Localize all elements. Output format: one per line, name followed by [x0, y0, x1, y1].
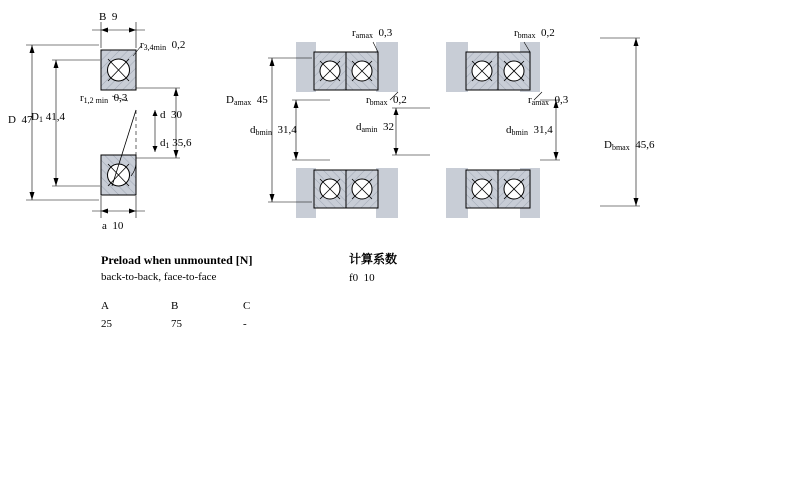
preload-column-a: A [101, 300, 109, 312]
label-diameter-d1: $d_1$ 35,6 [160, 137, 192, 150]
preload-subtitle: back-to-back, face-to-face [101, 271, 217, 283]
right-mounting-view [268, 38, 640, 218]
label-r-b-max-right: $r_{bmax}$ 0,2 [514, 27, 555, 40]
factor-value-row [349, 271, 375, 286]
label-d-b-min-left: $d_{bmin}$ 31,4 [250, 124, 297, 137]
label-diameter-D1: $D_1$ 41,4 [31, 111, 65, 124]
preload-value-c: - [243, 318, 247, 330]
label-d-b-min-right: $d_{bmin}$ 31,4 [506, 124, 553, 137]
label-chamfer-r34min: $r_{3,4min}$ 0,2 [140, 39, 186, 52]
preload-title: Preload when unmounted [N] [101, 253, 253, 267]
label-dimension-a: a 10 [102, 220, 124, 232]
preload-value-a: 25 [101, 318, 112, 330]
label-d-a-max: $D_{amax}$ 45 [226, 94, 268, 107]
factor-symbol: f [349, 272, 353, 284]
label-width-b: B 9 [99, 11, 118, 23]
label-d-a-min: $d_{amin}$ 32 [356, 121, 394, 134]
factor-value: 10 [363, 272, 375, 284]
label-chamfer-r12min: $r_{1,2 min}$ 0,3 [80, 92, 128, 105]
label-r-b-max-inner: $r_{bmax}$ 0,2 [366, 94, 407, 107]
preload-value-b: 75 [171, 318, 182, 330]
factor-symbol-sub: 0 [352, 272, 359, 284]
label-d-b-max: $D_{bmax}$ 45,6 [604, 139, 655, 152]
factor-title: 计算系数 [349, 252, 398, 266]
label-bore-diameter-d: d 30 [160, 109, 182, 121]
label-r-a-max-left: $r_{amax}$ 0,3 [352, 27, 393, 40]
preload-column-c: C [243, 300, 251, 312]
label-r-a-max-inner: $r_{amax}$ 0,3 [528, 94, 569, 107]
preload-column-b: B [171, 300, 179, 312]
label-outer-diameter-D: D 47 [8, 114, 33, 126]
